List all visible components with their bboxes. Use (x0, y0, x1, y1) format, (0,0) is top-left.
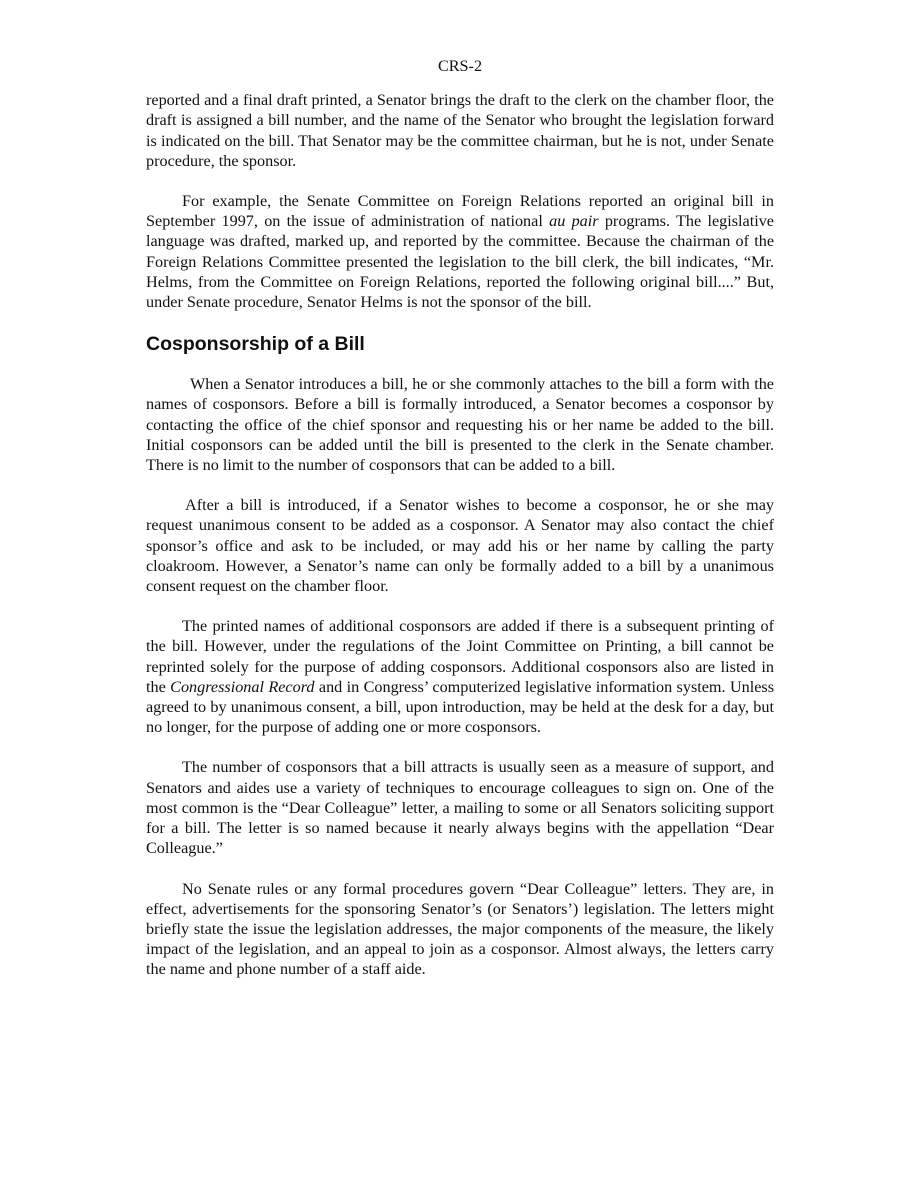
italic-term: Congressional Record (170, 677, 315, 696)
section-heading: Cosponsorship of a Bill (146, 333, 365, 356)
paragraph-dear-colleague: No Senate rules or any formal procedures govern “Dear Colleague” letters. They are, in effect, advertisements for the sponsoring Senator’s (or Senators’) legislation. The letters might briefly state the issue the legislation addresses, the major components of the measure, the likely impact of the legislation, and an appeal to join as a cosponsor. Almost always, the letters carry the name and phone number of a staff aide. (146, 879, 774, 979)
italic-term: au pair (549, 212, 599, 231)
paragraph-introduction: When a Senator introduces a bill, he or she commonly attaches to the bill a form with the names of cosponsors. Before a bill is formally introduced, a Senator becomes a cosponsor by contacting the office of the chief sponsor and requesting his or her name be added to the bill. Initial cosponsors can be added until the bill is presented to the clerk in the Senate chamber. There is no limit to the number of cosponsors that can be added to a bill. (146, 375, 774, 475)
paragraph-text: and in Congress’ computerized legislative information system. Unless agreed to by unanimous consent, a bill, upon introduction, may be held at the desk for a day, but no longer, for the purpose of adding one or more cosponsors. (146, 677, 775, 737)
paragraph-printed-names (146, 616, 774, 737)
paragraph-continuation: reported and a final draft printed, a Senator brings the draft to the clerk on the chamber floor, the draft is assigned a bill number, and the name of the Senator who brought the legislation forward is indicated on the bill. That Senator may be the committee chairman, but he is not, under Senate procedure, the sponsor. (146, 91, 774, 170)
paragraph-number-of-cosponsors: The number of cosponsors that a bill attracts is usually seen as a measure of support, and Senators and aides use a variety of techniques to encourage colleagues to sign on. One of the most common is the “Dear Colleague” letter, a mailing to some or all Senators soliciting support for a bill. The letter is so named because it nearly always begins with the appellation “Dear Colleague.” (146, 758, 774, 858)
document-page (146, 56, 774, 1000)
paragraph-text: The printed names of additional cosponsors are added if there is a subsequent printing of the bill. However, under the regulations of the Joint Committee on Printing, a bill cannot be reprinted solely for the purpose of adding cosponsors. Additional cosponsors also are listed in the (146, 617, 774, 696)
paragraph-after-introduction: After a bill is introduced, if a Senator wishes to become a cosponsor, he or she may request unanimous consent to be added as a cosponsor. A Senator may also contact the chief sponsor’s office and ask to be included, or may add his or her name by calling the party cloakroom. However, a Senator’s name can only be formally added to a bill by a unanimous consent request on the chamber floor. (146, 496, 774, 596)
page-number: CRS-2 (437, 57, 483, 75)
paragraph-text: For example, the Senate Committee on Foreign Relations reported an original bill in September 1997, on the issue of administration of national (146, 192, 774, 231)
paragraph-example (146, 191, 774, 312)
paragraph-text: programs. The legislative language was drafted, marked up, and reported by the committee. Because the chairman of the Foreign Relations Committee presented the legislation to the bill clerk, the bill indicates, “Mr. Helms, from the Committee on Foreign Relations, reported the following original bill....” But, under Senate procedure, Senator Helms is not the sponsor of the bill. (146, 212, 774, 312)
